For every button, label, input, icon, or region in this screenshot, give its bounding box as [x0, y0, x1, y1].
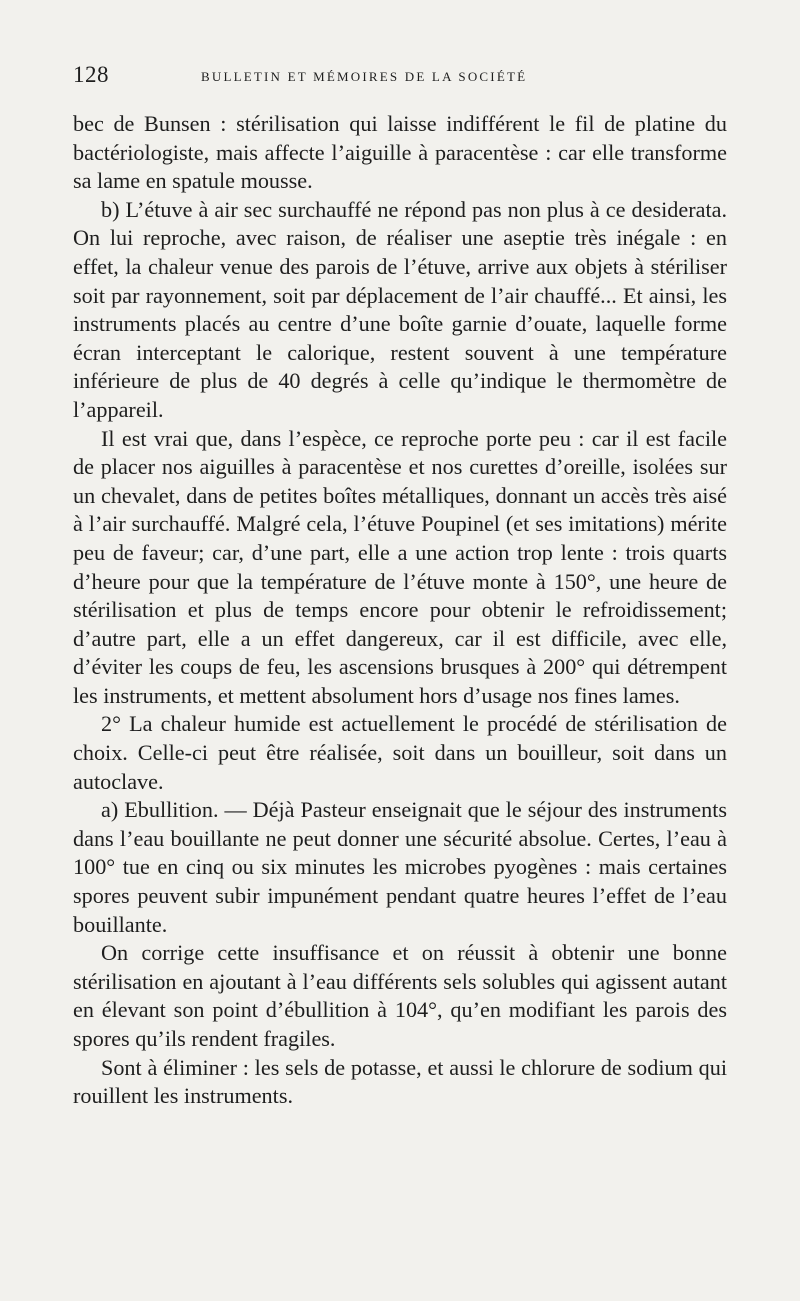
paragraph-2: b) L’étuve à air sec surchauffé ne répond pas non plus à ce desiderata. On lui reproche, avec raison, de réaliser une aseptie très inégale : en effet, la chaleur venue des parois de l’étuve, arrive aux objets à stériliser soit par rayonnement, soit par déplacement de l’air chauffé... Et ainsi, les instruments placés au centre d’une boîte garnie d’ouate, laquelle forme écran interceptant le calorique, restent souvent à une température inférieure de plus de 40 degrés à celle qu’indique le thermomètre de l’appareil. [73, 196, 727, 422]
page-header [73, 62, 728, 92]
paragraph-3: Il est vrai que, dans l’espèce, ce reproche porte peu : car il est facile de placer nos aiguilles à paracentèse et nos curettes d’oreille, isolées sur un chevalet, dans de petites boîtes métalliques, donnant un accès très aisé à l’air surchauffé. Malgré cela, l’étuve Poupinel (et ses imitations) mérite peu de faveur; car, d’une part, elle a une action trop lente : trois quarts d’heure pour que la température de l’étuve monte à 150°, une heure de stérilisation et plus de temps encore pour obtenir le refroidissement; d’autre part, elle a un effet dangereux, car il est difficile, avec elle, d’éviter les coups de feu, les ascensions brusques à 200° qui détrempent les instruments, et mettent absolument hors d’usage nos fines lames. [73, 425, 727, 708]
running-title: BULLETIN ET MÉMOIRES DE LA SOCIÉTÉ [201, 69, 528, 84]
paragraph-6: On corrige cette insuffisance et on réussit à obtenir une bonne stérilisation en ajoutant à l’eau différents sels solubles qui agissent autant en élevant son point d’ébullition à 104°, qu’en modifiant les parois des spores qu’ils rendent fragiles. [73, 940, 727, 1051]
paragraph-1: bec de Bunsen : stérilisation qui laisse indifférent le fil de platine du bactériologiste, mais affecte l’aiguille à paracentèse : car elle transforme sa lame en spatule mousse. [73, 111, 727, 194]
paragraph-5: a) Ebullition. — Déjà Pasteur enseignait que le séjour des instruments dans l’eau bouillante ne peut donner une sécurité absolue. Certes, l’eau à 100° tue en cinq ou six minutes les microbes pyogènes : mais certaines spores peuvent subir impunément pendant quatre heures l’effet de l’eau bouillante. [73, 797, 727, 937]
paragraph-4: 2° La chaleur humide est actuellement le procédé de stérilisation de choix. Celle-ci peut être réalisée, soit dans un bouilleur, soit dans un autoclave. [73, 711, 727, 794]
paragraph-7: Sont à éliminer : les sels de potasse, et aussi le chlorure de sodium qui rouillent les instruments. [73, 1054, 727, 1109]
page-number: 128 [73, 62, 109, 87]
body-text [73, 110, 727, 1111]
